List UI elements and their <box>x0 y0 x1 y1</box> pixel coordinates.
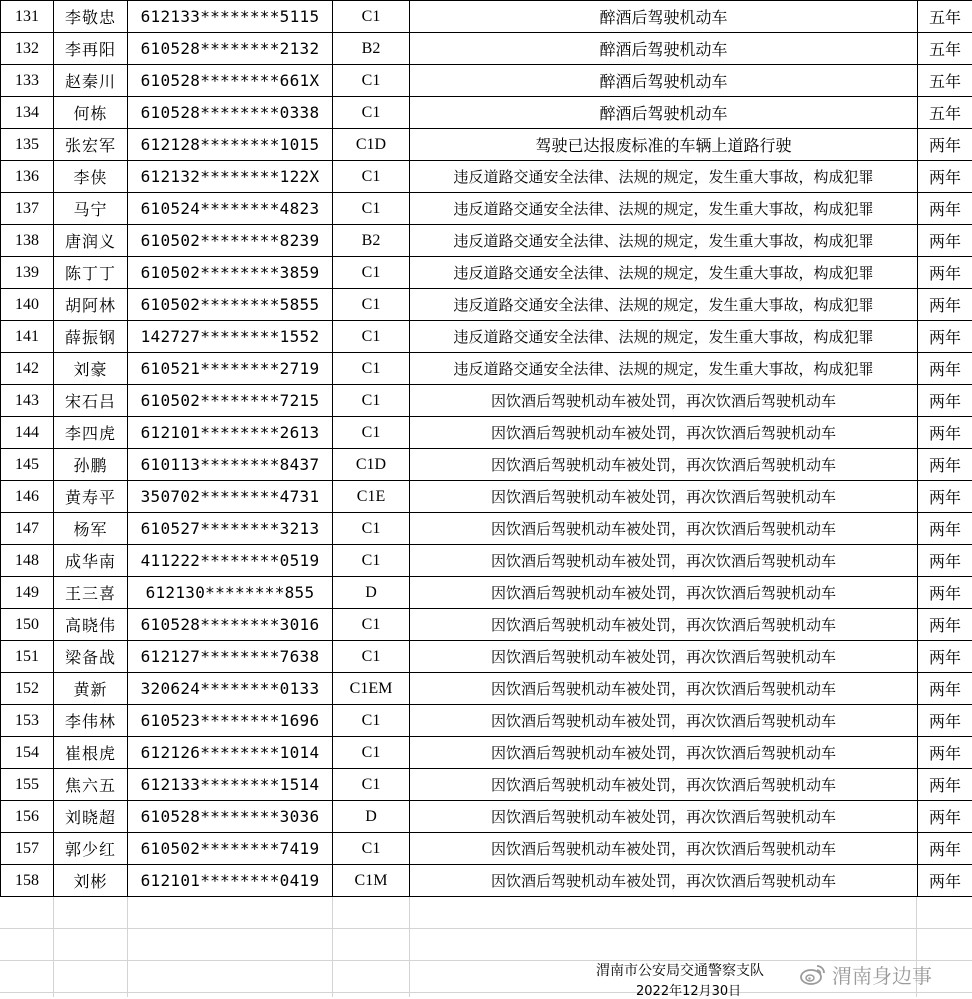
id-number: 320624********0133 <box>128 673 333 705</box>
table-row <box>1 769 972 801</box>
id-number: 610528********3036 <box>128 801 333 833</box>
ban-term: 两年 <box>918 417 972 449</box>
driver-name: 李伟林 <box>54 705 128 737</box>
table-row <box>1 833 972 865</box>
violation-reason: 因饮酒后驾驶机动车被处罚，再次饮酒后驾驶机动车 <box>410 609 918 641</box>
ban-term: 两年 <box>918 161 972 193</box>
driver-name: 李敬忠 <box>54 1 128 33</box>
table-row <box>1 257 972 289</box>
ban-term: 两年 <box>918 801 972 833</box>
id-number: 610527********3213 <box>128 513 333 545</box>
row-number: 140 <box>1 289 54 321</box>
row-number: 135 <box>1 129 54 161</box>
driver-name: 成华南 <box>54 545 128 577</box>
ban-term: 两年 <box>918 641 972 673</box>
row-number: 150 <box>1 609 54 641</box>
violation-reason: 驾驶已达报废标准的车辆上道路行驶 <box>410 129 918 161</box>
driver-name: 杨军 <box>54 513 128 545</box>
row-number: 149 <box>1 577 54 609</box>
ban-term: 两年 <box>918 737 972 769</box>
id-number: 610502********7419 <box>128 833 333 865</box>
row-number: 157 <box>1 833 54 865</box>
driver-name: 王三喜 <box>54 577 128 609</box>
ban-term: 两年 <box>918 225 972 257</box>
ban-term: 两年 <box>918 257 972 289</box>
row-number: 144 <box>1 417 54 449</box>
id-number: 610113********8437 <box>128 449 333 481</box>
driver-name: 孙鹏 <box>54 449 128 481</box>
id-number: 142727********1552 <box>128 321 333 353</box>
id-number: 610528********661X <box>128 65 333 97</box>
id-number: 350702********4731 <box>128 481 333 513</box>
license-class: B2 <box>333 225 410 257</box>
violation-reason: 因饮酒后驾驶机动车被处罚，再次饮酒后驾驶机动车 <box>410 385 918 417</box>
violation-reason: 违反道路交通安全法律、法规的规定，发生重大事故，构成犯罪 <box>410 225 918 257</box>
violation-reason: 醉酒后驾驶机动车 <box>410 65 918 97</box>
id-number: 612130********855 <box>128 577 333 609</box>
license-class: C1 <box>333 545 410 577</box>
table-row <box>1 65 972 97</box>
row-number: 154 <box>1 737 54 769</box>
license-class: B2 <box>333 33 410 65</box>
row-number: 147 <box>1 513 54 545</box>
violation-reason: 因饮酒后驾驶机动车被处罚，再次饮酒后驾驶机动车 <box>410 577 918 609</box>
ban-term: 五年 <box>918 65 972 97</box>
table-row <box>1 641 972 673</box>
license-class: C1 <box>333 385 410 417</box>
table-row <box>1 417 972 449</box>
license-class: C1 <box>333 417 410 449</box>
license-class: C1 <box>333 737 410 769</box>
table-row <box>1 33 972 65</box>
row-number: 143 <box>1 385 54 417</box>
table-row <box>1 321 972 353</box>
ban-term: 两年 <box>918 577 972 609</box>
violation-reason: 因饮酒后驾驶机动车被处罚，再次饮酒后驾驶机动车 <box>410 545 918 577</box>
id-number: 610528********3016 <box>128 609 333 641</box>
id-number: 610528********0338 <box>128 97 333 129</box>
violation-reason: 因饮酒后驾驶机动车被处罚，再次饮酒后驾驶机动车 <box>410 449 918 481</box>
violation-reason: 醉酒后驾驶机动车 <box>410 1 918 33</box>
ban-term: 两年 <box>918 289 972 321</box>
id-number: 411222********0519 <box>128 545 333 577</box>
license-class: C1 <box>333 1 410 33</box>
id-number: 612101********0419 <box>128 865 333 897</box>
ban-term: 两年 <box>918 865 972 897</box>
weibo-icon <box>800 963 826 985</box>
row-number: 131 <box>1 1 54 33</box>
ban-term: 两年 <box>918 705 972 737</box>
table-row <box>1 129 972 161</box>
driver-name: 李四虎 <box>54 417 128 449</box>
issue-date: 2022年12月30日 <box>636 980 741 999</box>
table-row <box>1 801 972 833</box>
violation-reason: 醉酒后驾驶机动车 <box>410 33 918 65</box>
row-number: 146 <box>1 481 54 513</box>
id-number: 610521********2719 <box>128 353 333 385</box>
table-row <box>1 385 972 417</box>
license-class: C1 <box>333 769 410 801</box>
driver-name: 刘晓超 <box>54 801 128 833</box>
driver-name: 黄寿平 <box>54 481 128 513</box>
violation-reason: 因饮酒后驾驶机动车被处罚，再次饮酒后驾驶机动车 <box>410 705 918 737</box>
ban-term: 两年 <box>918 673 972 705</box>
driver-name: 唐润义 <box>54 225 128 257</box>
ban-term: 五年 <box>918 1 972 33</box>
license-class: C1 <box>333 321 410 353</box>
id-number: 610502********8239 <box>128 225 333 257</box>
driver-name: 马宁 <box>54 193 128 225</box>
violation-reason: 因饮酒后驾驶机动车被处罚，再次饮酒后驾驶机动车 <box>410 673 918 705</box>
license-class: C1D <box>333 449 410 481</box>
violation-reason: 违反道路交通安全法律、法规的规定，发生重大事故，构成犯罪 <box>410 257 918 289</box>
table-row <box>1 161 972 193</box>
violation-reason: 违反道路交通安全法律、法规的规定，发生重大事故，构成犯罪 <box>410 321 918 353</box>
table-row <box>1 449 972 481</box>
issuing-organization: 渭南市公安局交通警察支队 <box>596 960 764 980</box>
driver-name: 赵秦川 <box>54 65 128 97</box>
violation-reason: 因饮酒后驾驶机动车被处罚，再次饮酒后驾驶机动车 <box>410 769 918 801</box>
violation-reason: 因饮酒后驾驶机动车被处罚，再次饮酒后驾驶机动车 <box>410 865 918 897</box>
watermark-text: 渭南身边事 <box>832 960 932 989</box>
table-row <box>1 289 972 321</box>
id-number: 612101********2613 <box>128 417 333 449</box>
row-number: 153 <box>1 705 54 737</box>
row-number: 155 <box>1 769 54 801</box>
id-number: 610502********5855 <box>128 289 333 321</box>
row-number: 151 <box>1 641 54 673</box>
table-row <box>1 609 972 641</box>
license-class: C1 <box>333 833 410 865</box>
table-row <box>1 545 972 577</box>
license-class: C1 <box>333 609 410 641</box>
id-number: 610502********3859 <box>128 257 333 289</box>
license-class: C1 <box>333 65 410 97</box>
table-row <box>1 97 972 129</box>
license-class: C1D <box>333 129 410 161</box>
ban-term: 两年 <box>918 769 972 801</box>
table-row <box>1 737 972 769</box>
id-number: 612126********1014 <box>128 737 333 769</box>
violation-reason: 因饮酒后驾驶机动车被处罚，再次饮酒后驾驶机动车 <box>410 481 918 513</box>
driver-name: 何栋 <box>54 97 128 129</box>
license-class: C1 <box>333 161 410 193</box>
ban-term: 五年 <box>918 97 972 129</box>
driver-name: 薛振钢 <box>54 321 128 353</box>
violation-reason: 因饮酒后驾驶机动车被处罚，再次饮酒后驾驶机动车 <box>410 737 918 769</box>
id-number: 610528********2132 <box>128 33 333 65</box>
license-class: C1 <box>333 705 410 737</box>
license-class: C1 <box>333 193 410 225</box>
license-class: C1 <box>333 641 410 673</box>
driver-name: 刘彬 <box>54 865 128 897</box>
license-class: C1E <box>333 481 410 513</box>
driver-name: 焦六五 <box>54 769 128 801</box>
driver-name: 崔根虎 <box>54 737 128 769</box>
row-number: 134 <box>1 97 54 129</box>
row-number: 145 <box>1 449 54 481</box>
license-class: C1 <box>333 513 410 545</box>
table-row <box>1 673 972 705</box>
row-number: 142 <box>1 353 54 385</box>
violation-reason: 因饮酒后驾驶机动车被处罚，再次饮酒后驾驶机动车 <box>410 513 918 545</box>
driver-name: 刘豪 <box>54 353 128 385</box>
id-number: 612128********1015 <box>128 129 333 161</box>
row-number: 136 <box>1 161 54 193</box>
violation-reason: 违反道路交通安全法律、法规的规定，发生重大事故，构成犯罪 <box>410 289 918 321</box>
table-row <box>1 353 972 385</box>
violation-reason: 醉酒后驾驶机动车 <box>410 97 918 129</box>
row-number: 138 <box>1 225 54 257</box>
table-row <box>1 481 972 513</box>
watermark <box>800 958 972 990</box>
table-row <box>1 577 972 609</box>
row-number: 132 <box>1 33 54 65</box>
row-number: 133 <box>1 65 54 97</box>
id-number: 612133********1514 <box>128 769 333 801</box>
ban-term: 两年 <box>918 833 972 865</box>
license-class: C1 <box>333 353 410 385</box>
license-class: C1M <box>333 865 410 897</box>
table-row <box>1 865 972 897</box>
license-class: C1EM <box>333 673 410 705</box>
ban-term: 两年 <box>918 193 972 225</box>
driver-name: 黄新 <box>54 673 128 705</box>
violation-reason: 因饮酒后驾驶机动车被处罚，再次饮酒后驾驶机动车 <box>410 417 918 449</box>
driver-name: 梁备战 <box>54 641 128 673</box>
driver-name: 胡阿林 <box>54 289 128 321</box>
driver-name: 李侠 <box>54 161 128 193</box>
table-row <box>1 705 972 737</box>
ban-term: 五年 <box>918 33 972 65</box>
ban-term: 两年 <box>918 609 972 641</box>
row-number: 152 <box>1 673 54 705</box>
ban-term: 两年 <box>918 449 972 481</box>
ban-term: 两年 <box>918 129 972 161</box>
license-class: C1 <box>333 97 410 129</box>
row-number: 148 <box>1 545 54 577</box>
driver-name: 高晓伟 <box>54 609 128 641</box>
id-number: 612132********122X <box>128 161 333 193</box>
violation-reason: 违反道路交通安全法律、法规的规定，发生重大事故，构成犯罪 <box>410 193 918 225</box>
driver-name: 李再阳 <box>54 33 128 65</box>
id-number: 610502********7215 <box>128 385 333 417</box>
ban-term: 两年 <box>918 321 972 353</box>
table-body <box>1 1 972 897</box>
table-row <box>1 513 972 545</box>
row-number: 141 <box>1 321 54 353</box>
ban-term: 两年 <box>918 513 972 545</box>
driver-name: 张宏军 <box>54 129 128 161</box>
violation-reason: 因饮酒后驾驶机动车被处罚，再次饮酒后驾驶机动车 <box>410 801 918 833</box>
ban-term: 两年 <box>918 385 972 417</box>
license-class: C1 <box>333 257 410 289</box>
license-class: C1 <box>333 289 410 321</box>
row-number: 137 <box>1 193 54 225</box>
ban-term: 两年 <box>918 481 972 513</box>
driver-name: 宋石吕 <box>54 385 128 417</box>
id-number: 610524********4823 <box>128 193 333 225</box>
id-number: 612133********5115 <box>128 1 333 33</box>
id-number: 610523********1696 <box>128 705 333 737</box>
license-class: D <box>333 801 410 833</box>
row-number: 139 <box>1 257 54 289</box>
row-number: 156 <box>1 801 54 833</box>
table-row <box>1 1 972 33</box>
driver-name: 陈丁丁 <box>54 257 128 289</box>
license-class: D <box>333 577 410 609</box>
id-number: 612127********7638 <box>128 641 333 673</box>
table-row <box>1 193 972 225</box>
table-row <box>1 225 972 257</box>
row-number: 158 <box>1 865 54 897</box>
ban-term: 两年 <box>918 545 972 577</box>
driver-name: 郭少红 <box>54 833 128 865</box>
violation-reason: 因饮酒后驾驶机动车被处罚，再次饮酒后驾驶机动车 <box>410 641 918 673</box>
ban-term: 两年 <box>918 353 972 385</box>
violation-reason: 违反道路交通安全法律、法规的规定，发生重大事故，构成犯罪 <box>410 353 918 385</box>
violation-reason: 违反道路交通安全法律、法规的规定，发生重大事故，构成犯罪 <box>410 161 918 193</box>
violation-reason: 因饮酒后驾驶机动车被处罚，再次饮酒后驾驶机动车 <box>410 833 918 865</box>
